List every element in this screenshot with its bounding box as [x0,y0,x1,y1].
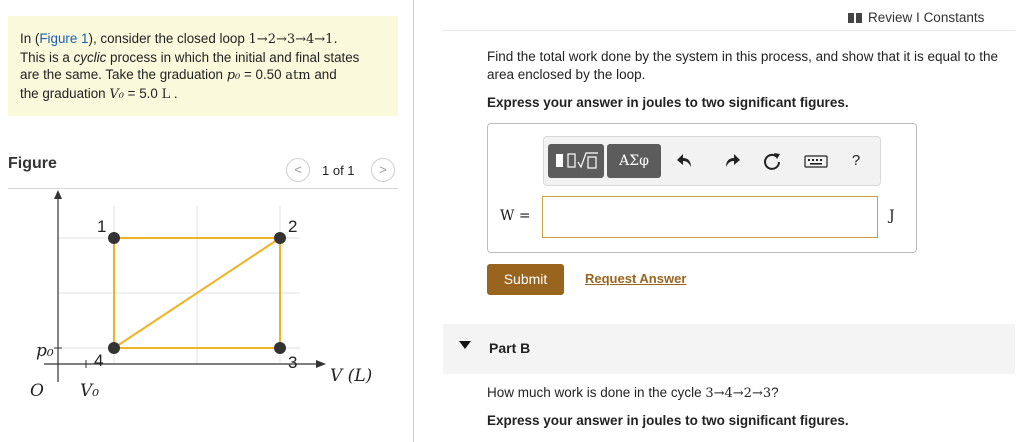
answer-variable-label: W = [500,208,531,224]
state-point-2 [274,232,286,244]
atm-unit: atm [285,68,311,83]
request-answer-link[interactable]: Request Answer [585,271,687,286]
part-a-instruction: Express your answer in joules to two significant figures. [487,95,849,110]
pv-diagram [0,186,410,442]
origin-label: O [30,381,44,401]
figure-counter: 1 of 1 [322,163,355,178]
p0-symbol: p₀ [226,68,241,83]
figure-link[interactable]: Figure 1 [39,31,89,46]
y-axis-arrow [54,190,62,199]
y-tick-label: p₀ [36,341,54,361]
collapse-triangle-icon[interactable] [459,341,471,349]
problem-text: process in which the initial and final states [106,49,360,65]
figure-heading: Figure [8,155,57,172]
point-label-4: 4 [94,351,104,370]
state-point-1 [108,232,120,244]
problem-text: = 5.0 [123,85,162,101]
part-b-question [487,385,779,401]
submit-button[interactable]: Submit [487,264,564,295]
panel-divider [413,0,414,442]
x-axis-label: V (L) [330,366,373,386]
state-point-4 [108,342,120,354]
part-b-question-text: ? [771,385,779,400]
liter-unit: L [161,86,171,102]
point-label-3: 3 [288,353,298,372]
constants-link[interactable]: Constants [923,10,985,25]
loop-sequence: 1→2→3→4→1. [248,32,338,47]
problem-statement [8,16,398,116]
answer-input[interactable] [542,196,878,238]
book-icon [848,13,862,23]
problem-text: the graduation [20,85,110,101]
x-axis-arrow [316,360,326,368]
point-label-2: 2 [288,217,298,236]
problem-text: In ( [20,31,40,46]
problem-text: This is a [20,49,74,65]
part-b-title[interactable]: Part B [489,340,531,356]
help-button[interactable]: ? [851,152,861,169]
header-divider [443,30,1015,31]
v0-symbol: V₀ [109,86,124,102]
point-label-1: 1 [97,217,107,236]
problem-text: are the same. Take the graduation [20,67,227,82]
template-icon [548,144,604,178]
review-constants-links [848,10,984,25]
link-separator: I [916,10,920,25]
part-b-instruction: Express your answer in joules to two significant figures. [487,413,849,428]
problem-text: and [310,67,337,82]
state-point-3 [274,342,286,354]
x-tick-label: V₀ [80,381,100,401]
template-button[interactable] [548,144,604,178]
redo-icon[interactable] [718,148,742,174]
problem-text: . [170,85,178,101]
problem-text: = 0.50 [240,67,286,82]
review-link[interactable]: Review [868,10,913,25]
reset-icon[interactable] [760,148,784,174]
grid [58,206,300,364]
problem-text: ), consider the closed loop [88,31,249,46]
greek-symbols-button[interactable]: ΑΣφ [607,144,661,178]
figure-prev-button[interactable]: < [286,158,310,182]
part-b-question-text: How much work is done in the cycle [487,385,706,400]
answer-unit: J [889,208,895,224]
undo-icon[interactable] [675,148,699,174]
part-b-cycle: 3→4→2→3 [705,386,772,401]
keyboard-icon[interactable] [802,148,830,174]
part-a-question: Find the total work done by the system in this process, and show that it is equal to the area enclosed by the loop. [487,49,999,82]
cyclic-term: cyclic [73,49,107,65]
figure-next-button[interactable]: > [371,158,395,182]
math-toolbar [543,136,881,186]
